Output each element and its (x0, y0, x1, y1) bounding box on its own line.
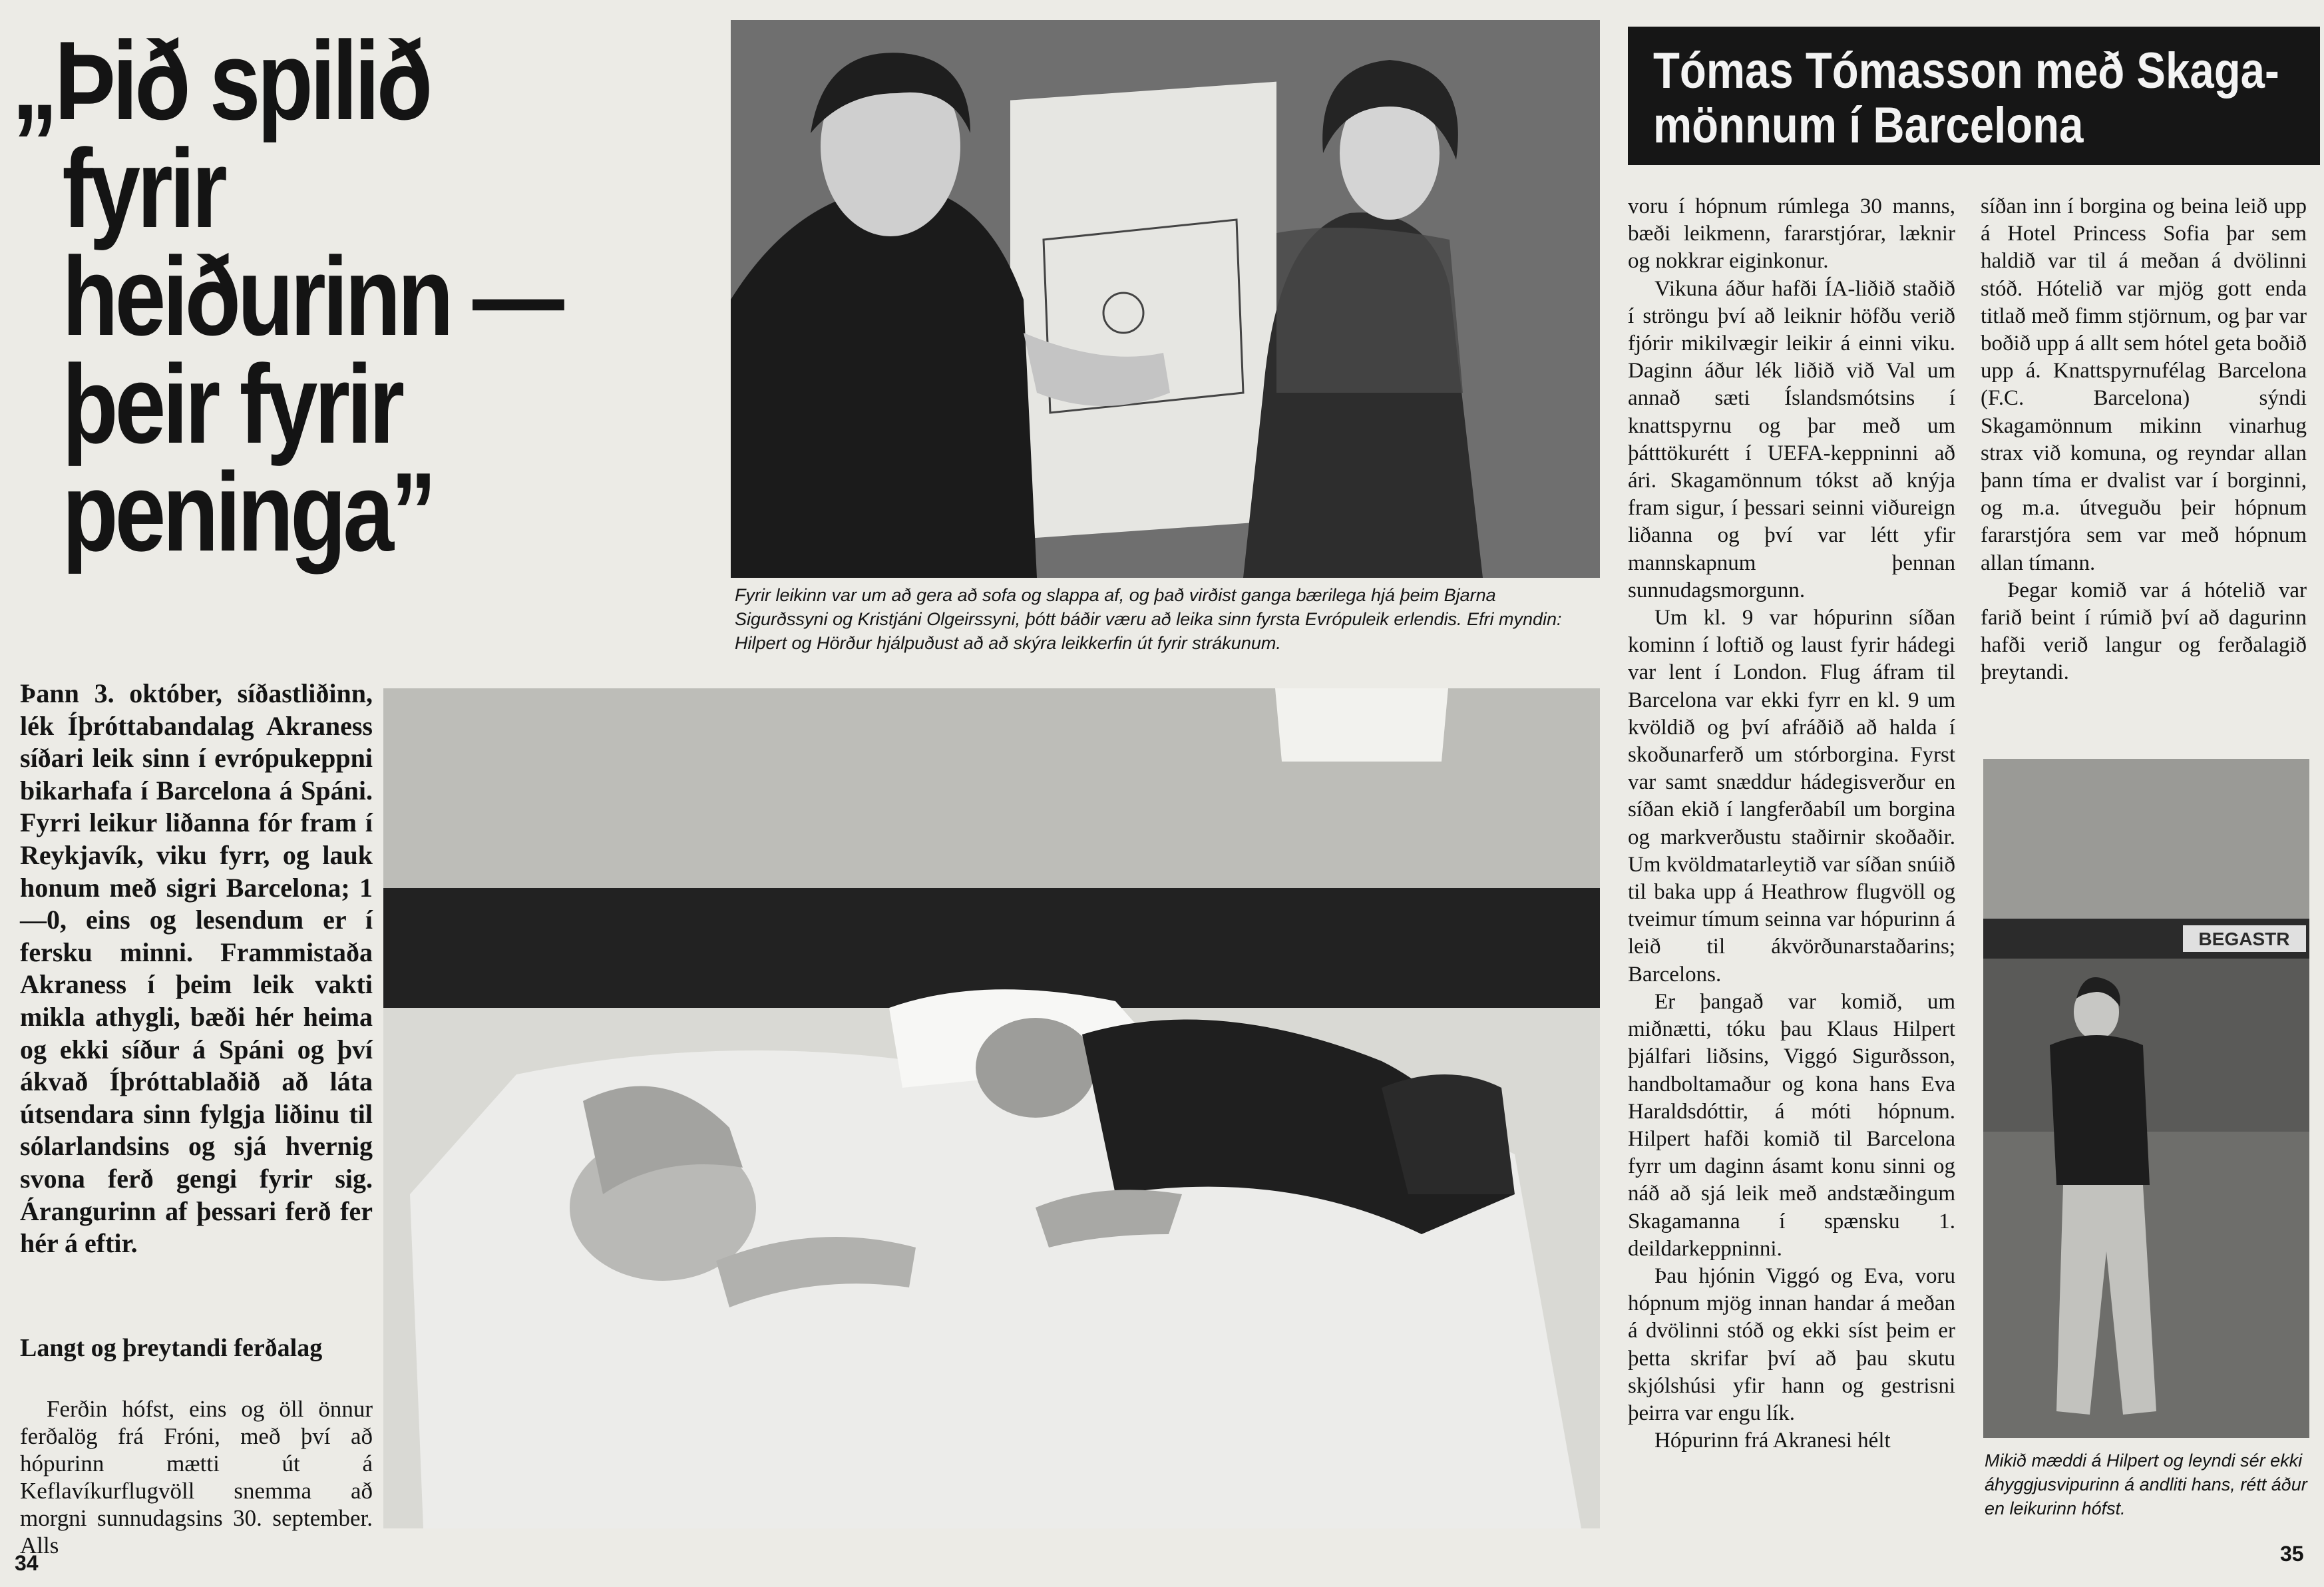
article-title-box (1628, 27, 2320, 165)
article-title (1653, 43, 2279, 154)
headline-line: „Þið spilið (12, 18, 430, 143)
coaches-photo (731, 20, 1600, 578)
paragraph: Þau hjónin Viggó og Eva, voru hópnum mjög innan handar á meðan á dvölinni stóð og ekki síst þeim er þetta skrifar því að þau skutu skjólshúsi yfir hann og gestrisni þeirra var engu lík. (1628, 1263, 1955, 1425)
sleeping-players-photo (383, 688, 1600, 1528)
page-number-left: 34 (15, 1551, 39, 1575)
headline-line: peninga” (62, 449, 434, 574)
paragraph: Þegar komið var á hótelið var farið beint í rúmið því að dagurinn hafði verið langur og ferðalagið þreytandi. (1981, 578, 2307, 685)
paragraph: Vikuna áður hafði ÍA-liðið staðið í ströngu því að leiknir höfðu verið fjórir mikilvægir leikir á einni viku. Daginn áður lék liðið við Val um annað sæti Íslandsmótsins í knattspyrnu og þar með um þátttökurétt í UEFA-keppninni að ári. Skagamönnum tókst að knýja fram sigur, í þessari seinni viðureign liðanna og því var létt yfir mannskapnum þennan sunnudagsmorgunn. (1628, 276, 1955, 602)
stadium-sign: BEGASTR (2198, 929, 2290, 949)
top-photo-caption: Fyrir leikinn var um að gera að sofa og slappa af, og það virðist ganga bærilega hjá þeim Bjarna Sigurðssyni og Kristjáni Olgeirssyni, þótt báðir væru að leika sinn fyrsta Evrópuleik erlendis. Efri myndin: Hilpert og Hörður hjálpuðust að að skýra leikkerfin út fyrir strákunum. (735, 585, 1562, 653)
column-2 (1628, 193, 1955, 1455)
article-title-line: Tómas Tómasson með Skaga- (1653, 43, 2279, 99)
headline-line: þeir fyrir (62, 341, 402, 467)
paragraph: Um kl. 9 var hópurinn síðan kominn í loftið og laust fyrir hádegi var lent í London. Flug áfram til Barcelona var ekki fyrr en kl. 9 um kvöldið og því afráðið að halda í skoðunarferð um stórborgina. Fyrst var samt snæddur hádegisverður en síðan ekið í langferðabíl um borgina og markverðustu staðirnir skoðaðir. Um kvöldmatarleytið var síðan snúið til baka upp á Heathrow flugvöll og tveimur tímum seinna var hópurinn á leið til ákvörðunarstaðarins; Barcelons. (1628, 606, 1955, 987)
stadium-photo (1983, 759, 2309, 1438)
paragraph: síðan inn í borgina og beina leið upp á Hotel Princess Sofia þar sem haldið var til á meðan á dvölinni stóð. Hótelið var mjög gott enda titlað með fimm stjörnum, og þar var boðið upp á allt sem hótel geta boðið upp á. Knattspyrnufélag Barcelona (F.C. Barcelona) sýndi Skagamönnum mikinn vinarhug strax við komuna, og reyndar allan þann tíma er dvalist var í borginni, og m.a. útveguðu þeir hópnum fararstjóra sem var með hópnum allan tímann. (1981, 194, 2307, 575)
stadium-photo-caption: Mikið mæddi á Hilpert og leyndi sér ekki áhyggjusvipurinn á andliti hans, rétt áður en leikurinn hófst. (1985, 1451, 2307, 1518)
column-3 (1981, 193, 2307, 687)
article-title-line: mönnum í Barcelona (1653, 97, 2084, 154)
paragraph: Er þangað var komið, um miðnætti, tóku þau Klaus Hilpert þjálfari liðsins, Viggó Sigurðsson, handboltamaður og kona hans Eva Haraldsdóttir, á móti hópnum. Hilpert hafði komið til Barcelona fyrr um daginn ásamt konu sinni og náð að sjá leik með andstæðingum Skagamanna í spænsku 1. deildarkeppninni. (1628, 989, 1955, 1261)
subheading: Langt og þreytandi ferðalag (20, 1334, 323, 1362)
lead-text: Þann 3. október, síðastliðinn, lék Íþróttabandalag Akraness síðari leik sinn í evrópukeppni bikarhafa í Barcelona á Spáni. Fyrri leikur liðanna fór fram í Reykjavík, viku fyrr, og lauk honum með sigri Barcelona; 1—0, eins og lesendum er í fersku minni. Frammistaða Akraness í þeim leik vakti mikla athygli, bæði hér heima og ekki síður á Spáni og því ákvað Íþróttablaðið að láta útsendara sinn fylgja liðinu til sólarlandsins og sjá hvernig svona ferð gengi fyrir sig. Árangurinn af þessari ferð fer hér á eftir. (20, 678, 373, 1259)
paragraph: voru í hópnum rúmlega 30 manns, bæði leikmenn, fararstjórar, læknir og nokkrar eiginkonur. (1628, 194, 1955, 274)
page-number-right: 35 (2280, 1542, 2304, 1566)
headline (12, 18, 585, 574)
headline-line: fyrir (62, 126, 224, 251)
column-1-text: Ferðin hófst, eins og öll önnur ferðalög frá Fróni, með því að hópurinn mætti út á Keflavíkurflugvöll snemma að morgni sunnudagsins 30. september. Alls (20, 1396, 373, 1558)
lead-paragraph (20, 678, 373, 1260)
headline-line: heiðurinn — (62, 234, 561, 359)
paragraph: Hópurinn frá Akranesi hélt (1654, 1429, 1891, 1453)
